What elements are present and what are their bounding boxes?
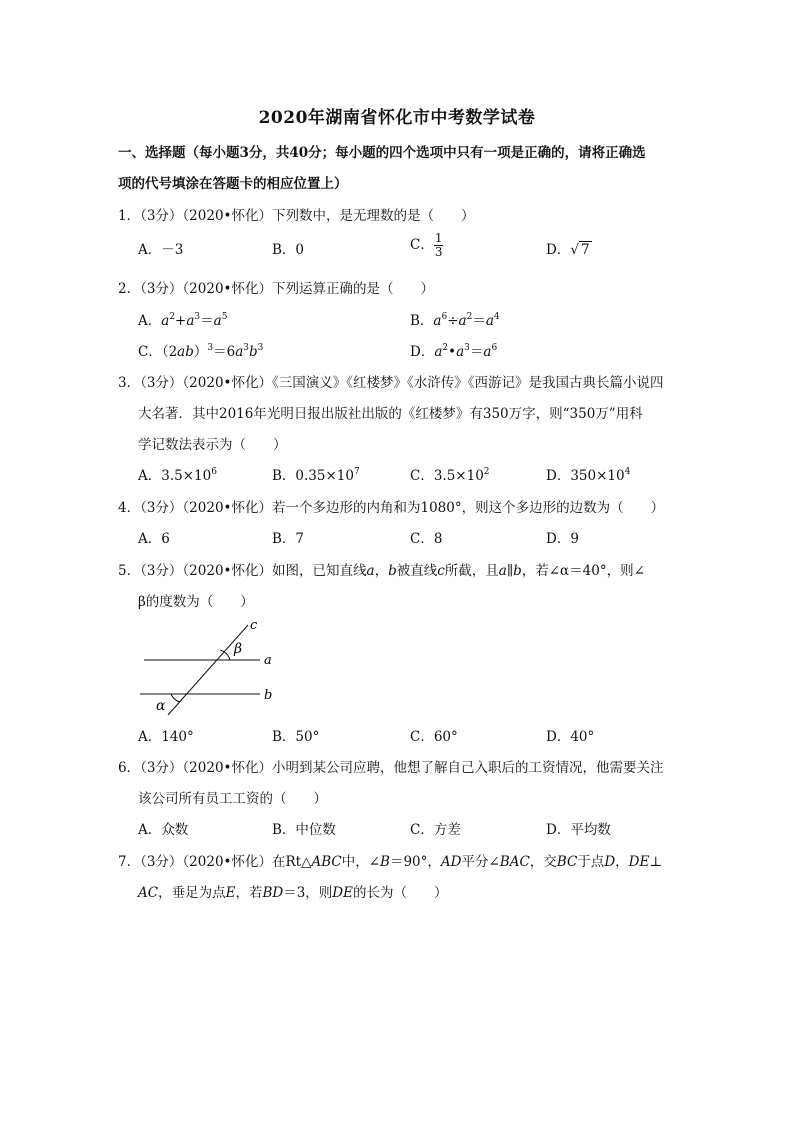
q4-option-a: A．6: [138, 531, 170, 547]
var: BC: [556, 854, 578, 870]
parallel-lines-figure: [138, 615, 298, 720]
var: AC: [138, 885, 159, 901]
op: ＝: [472, 313, 486, 329]
q3-option-c: [410, 466, 490, 486]
exp: 3: [257, 343, 264, 353]
coef: 6: [226, 344, 236, 360]
text: 5．（3分）（2020•怀化）如图，已知直线: [118, 563, 367, 579]
square-root: √ 7: [570, 242, 590, 258]
text: ，若∠α＝40°，则∠: [521, 563, 645, 579]
var: a: [498, 563, 507, 579]
op: ）: [193, 344, 208, 360]
label-alpha: α: [156, 698, 166, 714]
base: A．3.5×10: [138, 468, 212, 484]
var: ABC: [311, 854, 342, 870]
exp: 6: [441, 312, 448, 322]
var: ab: [177, 344, 194, 360]
text: 于点: [577, 854, 605, 870]
label-c: c: [250, 618, 258, 633]
q1-option-c-prefix: C．: [410, 237, 434, 253]
q4-stem: 4．（3分）（2020•怀化）若一个多边形的内角和为1080°，则这个多边形的边数为（ ）: [118, 500, 665, 516]
section-heading-line2: 项的代号填涂在答题卡的相应位置上）: [118, 176, 348, 192]
q5-option-b: B．50°: [272, 729, 320, 745]
fraction: [434, 232, 444, 259]
label-a: a: [264, 653, 272, 668]
q3-option-b: [272, 466, 360, 486]
var: a: [485, 313, 494, 329]
q1-stem: 1．（3分）（2020•怀化）下列数中，是无理数的是（ ）: [118, 208, 475, 224]
q6-option-b: B．中位数: [272, 822, 336, 838]
text: 平分∠: [461, 854, 500, 870]
var: a: [213, 313, 222, 329]
exp: 2: [483, 467, 490, 477]
q4-option-c: C．8: [410, 531, 443, 547]
section-heading-line1: 一、选择题（每小题3分，共40分；每小题的四个选项中只有一项是正确的，请将正确选: [118, 145, 646, 161]
q5-option-d: D．40°: [546, 729, 595, 745]
q2-option-d: [410, 342, 497, 362]
op: ÷: [447, 313, 459, 329]
exp: 6: [491, 343, 498, 353]
text: ，: [615, 854, 629, 870]
page-title: 2020年湖南省怀化市中考数学试卷: [258, 108, 536, 128]
var: B: [380, 854, 390, 870]
text: 7．（3分）（2020•怀化）在Rt△: [118, 854, 312, 870]
option-prefix: D．: [410, 344, 435, 360]
text: ，: [374, 563, 389, 579]
q5-stem-line1: [118, 561, 645, 581]
op: ＝: [469, 344, 484, 360]
q3-stem-line3: 学记数法表示为（ ）: [138, 437, 287, 453]
exp: 2: [466, 312, 473, 322]
q6-option-d: D．平均数: [546, 822, 611, 838]
var: b: [249, 344, 258, 360]
exp: 3: [194, 312, 201, 322]
exp: 3: [464, 343, 470, 353]
var: AD: [440, 854, 462, 870]
q7-stem-line1: [118, 852, 662, 872]
alpha-arc: [171, 694, 180, 702]
var: BAC: [499, 854, 530, 870]
var: a: [366, 563, 375, 579]
var: a: [456, 344, 465, 360]
q1-option-d-prefix: D．: [546, 242, 571, 258]
op: ＝: [213, 344, 227, 360]
op: ＝: [200, 313, 214, 329]
q2-option-b: [410, 311, 500, 331]
q2-stem: 2．（3分）（2020•怀化）下列运算正确的是（ ）: [118, 281, 434, 297]
text: 所截，且: [444, 563, 499, 579]
exp: 4: [624, 467, 631, 477]
text: 的长为（ ）: [352, 885, 448, 901]
var: a: [186, 313, 195, 329]
exp: 3: [207, 343, 214, 353]
var: b: [388, 563, 397, 579]
var: a: [483, 344, 492, 360]
var: b: [513, 563, 522, 579]
q3-option-a: [138, 466, 217, 486]
q3-stem-line2: 大名著．其中2016年光明日报出版社出版的《红楼梦》有350万字，则“350万”用科: [138, 406, 643, 422]
var: a: [458, 313, 467, 329]
base: C．3.5×10: [410, 468, 484, 484]
fraction-denominator: 3: [434, 245, 443, 259]
text: 被直线: [396, 563, 438, 579]
var: D: [604, 854, 616, 870]
q6-option-a: A．众数: [138, 822, 189, 838]
exp: 7: [353, 467, 360, 477]
var: E: [225, 885, 236, 901]
option-prefix: C．（2: [138, 344, 178, 360]
q1-option-a: A．－3: [138, 242, 184, 258]
var: a: [434, 344, 443, 360]
option-prefix: B．: [410, 313, 434, 329]
var: DE: [628, 854, 650, 870]
q6-stem-line2: 该公司所有员工工资的（ ）: [138, 791, 327, 807]
label-b: b: [264, 688, 273, 703]
exp: 2: [442, 343, 449, 353]
base: D．350×10: [546, 468, 625, 484]
q2-option-a: [138, 311, 227, 331]
exp: 2: [169, 312, 176, 322]
text: ∥: [506, 563, 514, 579]
text: ，若: [235, 885, 263, 901]
radicand: 7: [580, 242, 590, 258]
q6-stem-line1: 6．（3分）（2020•怀化）小明到某公司应聘，他想了解自己入职后的工资情况，他需要关注: [118, 760, 664, 776]
base: B．0.35×10: [272, 468, 354, 484]
op: +: [175, 313, 187, 329]
op: •: [448, 344, 457, 360]
var: a: [235, 344, 244, 360]
text: ⊥: [649, 854, 663, 870]
q3-option-d: [546, 466, 630, 486]
exp: 3: [243, 343, 249, 353]
q7-stem-line2: [138, 883, 447, 903]
var: BD: [262, 885, 284, 901]
q6-option-c: C．方差: [410, 822, 461, 838]
var: DE: [332, 885, 353, 901]
q1-option-c: [410, 232, 443, 259]
text: ＝90°，: [389, 854, 441, 870]
q5-option-a: A．140°: [138, 729, 194, 745]
text: ＝3，则: [283, 885, 333, 901]
var: a: [433, 313, 442, 329]
q3-stem-line1: 3．（3分）（2020•怀化）《三国演义》《红楼梦》《水浒传》《西游记》是我国古典长篇小说四: [118, 375, 664, 391]
q1-option-d: [546, 240, 592, 260]
q2-option-c: [138, 342, 263, 362]
text: ，交: [529, 854, 557, 870]
q5-option-c: C．60°: [410, 729, 458, 745]
var: c: [437, 563, 445, 579]
q4-option-b: B．7: [272, 531, 305, 547]
label-beta: β: [234, 641, 243, 657]
exp: 5: [221, 312, 228, 322]
text: 中，∠: [341, 854, 381, 870]
text: ，垂足为点: [158, 885, 226, 901]
q1-option-b: B．0: [272, 242, 305, 258]
q4-option-d: D．9: [546, 531, 579, 547]
var: a: [161, 313, 170, 329]
fraction-numerator: 1: [434, 231, 443, 245]
q5-stem-line2: β的度数为（ ）: [138, 594, 254, 610]
exp: 6: [211, 467, 217, 477]
option-prefix: A．: [138, 313, 162, 329]
exp: 4: [493, 312, 500, 322]
